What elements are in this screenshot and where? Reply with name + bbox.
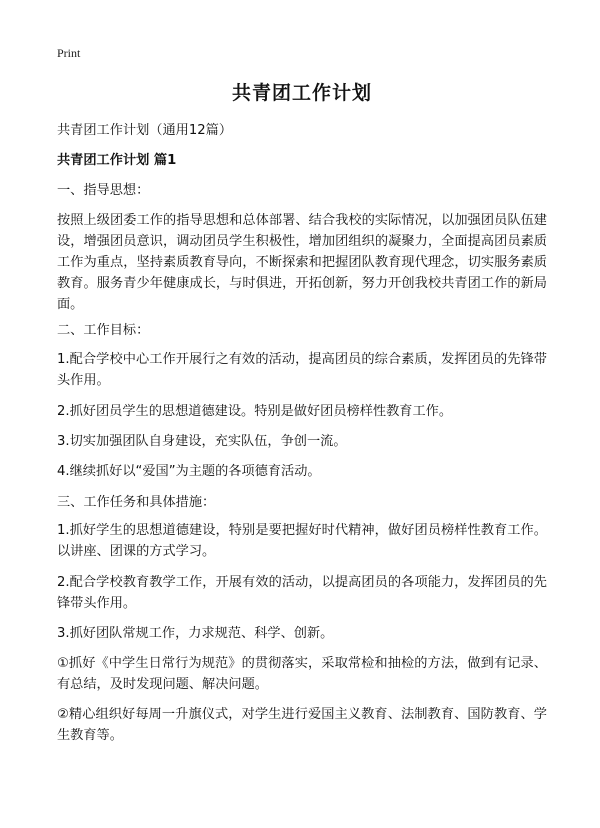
print-link[interactable]: Print <box>57 46 81 60</box>
paragraph: 二、工作目标： <box>57 323 150 338</box>
paragraph: 三、工作任务和具体措施： <box>57 495 216 510</box>
paragraph: 1.配合学校中心工作开展行之有效的活动，提高团员的综合素质，发挥团员的先锋带头作用。 <box>57 352 547 388</box>
paragraph: 3.抓好团队常规工作，力求规范、科学、创新。 <box>57 626 334 641</box>
paragraph: 2.配合学校教育教学工作，开展有效的活动，以提高团员的各项能力，发挥团员的先锋带头作用。 <box>57 575 547 611</box>
paragraph: 1.抓好学生的思想道德建设，特别是要把握好时代精神，做好团员榜样性教育工作。以讲座、团课的方式学习。 <box>57 523 547 559</box>
section-title: 共青团工作计划 篇1 <box>57 153 177 168</box>
document-subtitle: 共青团工作计划（通用12篇） <box>57 123 233 138</box>
paragraph: ②精心组织好每周一升旗仪式，对学生进行爱国主义教育、法制教育、国防教育、学生教育等。 <box>57 707 547 743</box>
paragraph: 4.继续抓好以“爱国”为主题的各项德育活动。 <box>57 464 321 479</box>
paragraph: 2.抓好团员学生的思想道德建设。特别是做好团员榜样性教育工作。 <box>57 404 453 419</box>
paragraph: 按照上级团委工作的指导思想和总体部署、结合我校的实际情况，以加强团员队伍建设，增强团员意识，调动团员学生积极性，增加团组织的凝聚力，全面提高团员素质工作为重点，坚持素质教育导向，不断探索和把握团队教育现代理念，切实服务素质教育。服务青少年健康成长，与时俱进，开拓创新，努力开创我校共青团工作的新局面。 <box>57 213 547 312</box>
paragraph: 一、指导思想： <box>57 183 150 198</box>
paragraph: 3.切实加强团队自身建设，充实队伍，争创一流。 <box>57 434 347 449</box>
paragraph: ①抓好《中学生日常行为规范》的贯彻落实，采取常检和抽检的方法，做到有记录、有总结，及时发现问题、解决问题。 <box>57 656 547 692</box>
page-title: 共青团工作计划 <box>231 82 372 104</box>
